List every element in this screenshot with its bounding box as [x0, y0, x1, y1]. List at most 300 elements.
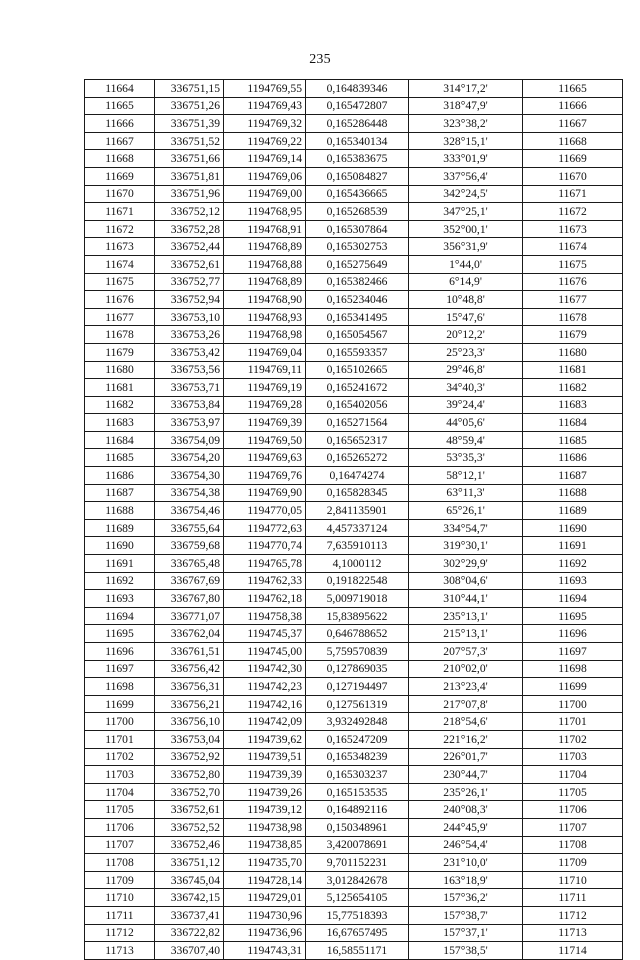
table-row — [85, 467, 623, 485]
point-to-cell: 11669 — [523, 150, 623, 168]
table-row — [85, 185, 623, 203]
x-coordinate-cell: 336752,92 — [155, 748, 224, 766]
point-to-cell: 11676 — [523, 273, 623, 291]
x-coordinate-cell: 336752,61 — [155, 255, 224, 273]
x-coordinate-cell: 336753,04 — [155, 730, 224, 748]
distance-cell: 0,165275649 — [306, 255, 409, 273]
distance-cell: 0,164892116 — [306, 801, 409, 819]
direction-angle-cell: 244°45,9' — [409, 818, 523, 836]
distance-cell: 0,165382466 — [306, 273, 409, 291]
x-coordinate-cell: 336752,12 — [155, 203, 224, 221]
x-coordinate-cell: 336745,04 — [155, 871, 224, 889]
direction-angle-cell: 342°24,5' — [409, 185, 523, 203]
table-row — [85, 80, 623, 98]
table-row — [85, 625, 623, 643]
y-coordinate-cell: 1194769,50 — [224, 431, 306, 449]
point-to-cell: 11713 — [523, 924, 623, 942]
direction-angle-cell: 44°05,6' — [409, 414, 523, 432]
y-coordinate-cell: 1194769,28 — [224, 396, 306, 414]
y-coordinate-cell: 1194769,63 — [224, 449, 306, 467]
point-from-cell: 11703 — [85, 766, 155, 784]
direction-angle-cell: 337°56,4' — [409, 167, 523, 185]
distance-cell: 0,165241672 — [306, 379, 409, 397]
table-row — [85, 924, 623, 942]
y-coordinate-cell: 1194770,74 — [224, 537, 306, 555]
x-coordinate-cell: 336765,48 — [155, 555, 224, 573]
point-to-cell: 11667 — [523, 115, 623, 133]
x-coordinate-cell: 336753,26 — [155, 326, 224, 344]
table-row — [85, 537, 623, 555]
point-from-cell: 11706 — [85, 818, 155, 836]
point-to-cell: 11678 — [523, 308, 623, 326]
direction-angle-cell: 314°17,2' — [409, 80, 523, 98]
y-coordinate-cell: 1194769,39 — [224, 414, 306, 432]
y-coordinate-cell: 1194743,31 — [224, 942, 306, 960]
x-coordinate-cell: 336752,61 — [155, 801, 224, 819]
y-coordinate-cell: 1194742,09 — [224, 713, 306, 731]
point-from-cell: 11695 — [85, 625, 155, 643]
direction-angle-cell: 308°04,6' — [409, 572, 523, 590]
distance-cell: 0,165348239 — [306, 748, 409, 766]
distance-cell: 0,165234046 — [306, 291, 409, 309]
point-to-cell: 11671 — [523, 185, 623, 203]
distance-cell: 5,009719018 — [306, 590, 409, 608]
direction-angle-cell: 34°40,3' — [409, 379, 523, 397]
point-to-cell: 11692 — [523, 555, 623, 573]
table-row — [85, 220, 623, 238]
direction-angle-cell: 29°46,8' — [409, 361, 523, 379]
point-from-cell: 11670 — [85, 185, 155, 203]
table-row — [85, 519, 623, 537]
point-from-cell: 11710 — [85, 889, 155, 907]
y-coordinate-cell: 1194739,26 — [224, 783, 306, 801]
table-row — [85, 132, 623, 150]
distance-cell: 0,127194497 — [306, 678, 409, 696]
point-to-cell: 11680 — [523, 343, 623, 361]
y-coordinate-cell: 1194769,00 — [224, 185, 306, 203]
point-from-cell: 11679 — [85, 343, 155, 361]
direction-angle-cell: 328°15,1' — [409, 132, 523, 150]
x-coordinate-cell: 336762,04 — [155, 625, 224, 643]
point-to-cell: 11693 — [523, 572, 623, 590]
y-coordinate-cell: 1194738,98 — [224, 818, 306, 836]
point-from-cell: 11667 — [85, 132, 155, 150]
point-from-cell: 11665 — [85, 97, 155, 115]
distance-cell: 0,165084827 — [306, 167, 409, 185]
distance-cell: 0,191822548 — [306, 572, 409, 590]
y-coordinate-cell: 1194728,14 — [224, 871, 306, 889]
table-row — [85, 414, 623, 432]
distance-cell: 0,165303237 — [306, 766, 409, 784]
x-coordinate-cell: 336742,15 — [155, 889, 224, 907]
distance-cell: 0,150348961 — [306, 818, 409, 836]
point-from-cell: 11705 — [85, 801, 155, 819]
table-row — [85, 273, 623, 291]
x-coordinate-cell: 336751,26 — [155, 97, 224, 115]
point-from-cell: 11707 — [85, 836, 155, 854]
y-coordinate-cell: 1194768,88 — [224, 255, 306, 273]
point-from-cell: 11700 — [85, 713, 155, 731]
distance-cell: 15,77518393 — [306, 906, 409, 924]
table-row — [85, 836, 623, 854]
point-from-cell: 11711 — [85, 906, 155, 924]
table-row — [85, 783, 623, 801]
distance-cell: 0,165652317 — [306, 431, 409, 449]
point-from-cell: 11692 — [85, 572, 155, 590]
point-to-cell: 11685 — [523, 431, 623, 449]
y-coordinate-cell: 1194762,18 — [224, 590, 306, 608]
point-to-cell: 11677 — [523, 291, 623, 309]
point-to-cell: 11705 — [523, 783, 623, 801]
direction-angle-cell: 333°01,9' — [409, 150, 523, 168]
table-row — [85, 361, 623, 379]
point-from-cell: 11690 — [85, 537, 155, 555]
x-coordinate-cell: 336751,39 — [155, 115, 224, 133]
direction-angle-cell: 53°35,3' — [409, 449, 523, 467]
point-from-cell: 11702 — [85, 748, 155, 766]
point-to-cell: 11668 — [523, 132, 623, 150]
x-coordinate-cell: 336722,82 — [155, 924, 224, 942]
table-row — [85, 906, 623, 924]
x-coordinate-cell: 336756,42 — [155, 660, 224, 678]
table-row — [85, 871, 623, 889]
point-from-cell: 11697 — [85, 660, 155, 678]
x-coordinate-cell: 336771,07 — [155, 607, 224, 625]
point-to-cell: 11672 — [523, 203, 623, 221]
point-from-cell: 11688 — [85, 502, 155, 520]
point-from-cell: 11699 — [85, 695, 155, 713]
point-from-cell: 11686 — [85, 467, 155, 485]
direction-angle-cell: 215°13,1' — [409, 625, 523, 643]
y-coordinate-cell: 1194735,70 — [224, 854, 306, 872]
direction-angle-cell: 157°38,7' — [409, 906, 523, 924]
y-coordinate-cell: 1194745,37 — [224, 625, 306, 643]
table-row — [85, 572, 623, 590]
x-coordinate-cell: 336751,12 — [155, 854, 224, 872]
direction-angle-cell: 246°54,4' — [409, 836, 523, 854]
x-coordinate-cell: 336751,96 — [155, 185, 224, 203]
point-to-cell: 11670 — [523, 167, 623, 185]
direction-angle-cell: 6°14,9' — [409, 273, 523, 291]
y-coordinate-cell: 1194769,43 — [224, 97, 306, 115]
y-coordinate-cell: 1194772,63 — [224, 519, 306, 537]
point-to-cell: 11688 — [523, 484, 623, 502]
point-from-cell: 11669 — [85, 167, 155, 185]
x-coordinate-cell: 336767,80 — [155, 590, 224, 608]
point-to-cell: 11698 — [523, 660, 623, 678]
y-coordinate-cell: 1194758,38 — [224, 607, 306, 625]
y-coordinate-cell: 1194729,01 — [224, 889, 306, 907]
point-to-cell: 11675 — [523, 255, 623, 273]
x-coordinate-cell: 336754,20 — [155, 449, 224, 467]
x-coordinate-cell: 336754,09 — [155, 431, 224, 449]
distance-cell: 2,841135901 — [306, 502, 409, 520]
point-to-cell: 11696 — [523, 625, 623, 643]
distance-cell: 16,67657495 — [306, 924, 409, 942]
table-row — [85, 431, 623, 449]
distance-cell: 5,125654105 — [306, 889, 409, 907]
point-from-cell: 11683 — [85, 414, 155, 432]
y-coordinate-cell: 1194769,06 — [224, 167, 306, 185]
table-row — [85, 115, 623, 133]
point-to-cell: 11679 — [523, 326, 623, 344]
point-to-cell: 11714 — [523, 942, 623, 960]
point-from-cell: 11673 — [85, 238, 155, 256]
direction-angle-cell: 302°29,9' — [409, 555, 523, 573]
direction-angle-cell: 356°31,9' — [409, 238, 523, 256]
point-to-cell: 11708 — [523, 836, 623, 854]
x-coordinate-cell: 336754,38 — [155, 484, 224, 502]
y-coordinate-cell: 1194768,89 — [224, 273, 306, 291]
point-from-cell: 11685 — [85, 449, 155, 467]
point-to-cell: 11686 — [523, 449, 623, 467]
table-row — [85, 607, 623, 625]
table-row — [85, 150, 623, 168]
distance-cell: 3,012842678 — [306, 871, 409, 889]
table-row — [85, 590, 623, 608]
point-to-cell: 11684 — [523, 414, 623, 432]
direction-angle-cell: 207°57,3' — [409, 643, 523, 661]
x-coordinate-cell: 336756,10 — [155, 713, 224, 731]
point-from-cell: 11689 — [85, 519, 155, 537]
distance-cell: 0,165286448 — [306, 115, 409, 133]
x-coordinate-cell: 336707,40 — [155, 942, 224, 960]
distance-cell: 0,165436665 — [306, 185, 409, 203]
y-coordinate-cell: 1194769,11 — [224, 361, 306, 379]
point-to-cell: 11694 — [523, 590, 623, 608]
distance-cell: 3,932492848 — [306, 713, 409, 731]
direction-angle-cell: 157°38,5' — [409, 942, 523, 960]
distance-cell: 4,1000112 — [306, 555, 409, 573]
point-from-cell: 11694 — [85, 607, 155, 625]
table-row — [85, 396, 623, 414]
point-to-cell: 11683 — [523, 396, 623, 414]
distance-cell: 0,165383675 — [306, 150, 409, 168]
distance-cell: 5,759570839 — [306, 643, 409, 661]
y-coordinate-cell: 1194730,96 — [224, 906, 306, 924]
point-from-cell: 11713 — [85, 942, 155, 960]
point-to-cell: 11711 — [523, 889, 623, 907]
direction-angle-cell: 20°12,2' — [409, 326, 523, 344]
point-to-cell: 11703 — [523, 748, 623, 766]
point-from-cell: 11664 — [85, 80, 155, 98]
distance-cell: 0,165402056 — [306, 396, 409, 414]
table-row — [85, 308, 623, 326]
x-coordinate-cell: 336761,51 — [155, 643, 224, 661]
y-coordinate-cell: 1194769,14 — [224, 150, 306, 168]
point-to-cell: 11674 — [523, 238, 623, 256]
table-row — [85, 730, 623, 748]
y-coordinate-cell: 1194765,78 — [224, 555, 306, 573]
point-to-cell: 11689 — [523, 502, 623, 520]
y-coordinate-cell: 1194768,91 — [224, 220, 306, 238]
y-coordinate-cell: 1194739,12 — [224, 801, 306, 819]
y-coordinate-cell: 1194739,62 — [224, 730, 306, 748]
y-coordinate-cell: 1194768,95 — [224, 203, 306, 221]
point-to-cell: 11697 — [523, 643, 623, 661]
point-to-cell: 11712 — [523, 906, 623, 924]
point-from-cell: 11672 — [85, 220, 155, 238]
x-coordinate-cell: 336752,46 — [155, 836, 224, 854]
x-coordinate-cell: 336751,66 — [155, 150, 224, 168]
point-to-cell: 11709 — [523, 854, 623, 872]
table-row — [85, 713, 623, 731]
y-coordinate-cell: 1194739,39 — [224, 766, 306, 784]
direction-angle-cell: 210°02,0' — [409, 660, 523, 678]
x-coordinate-cell: 336751,81 — [155, 167, 224, 185]
y-coordinate-cell: 1194742,23 — [224, 678, 306, 696]
direction-angle-cell: 221°16,2' — [409, 730, 523, 748]
table-row — [85, 379, 623, 397]
direction-angle-cell: 334°54,7' — [409, 519, 523, 537]
y-coordinate-cell: 1194769,32 — [224, 115, 306, 133]
y-coordinate-cell: 1194769,22 — [224, 132, 306, 150]
point-to-cell: 11700 — [523, 695, 623, 713]
table-row — [85, 238, 623, 256]
point-from-cell: 11698 — [85, 678, 155, 696]
table-row — [85, 343, 623, 361]
point-to-cell: 11707 — [523, 818, 623, 836]
table-row — [85, 449, 623, 467]
table-row — [85, 643, 623, 661]
x-coordinate-cell: 336753,97 — [155, 414, 224, 432]
point-from-cell: 11712 — [85, 924, 155, 942]
table-row — [85, 889, 623, 907]
distance-cell: 9,701152231 — [306, 854, 409, 872]
point-from-cell: 11677 — [85, 308, 155, 326]
y-coordinate-cell: 1194770,05 — [224, 502, 306, 520]
direction-angle-cell: 10°48,8' — [409, 291, 523, 309]
point-to-cell: 11695 — [523, 607, 623, 625]
distance-cell: 0,165302753 — [306, 238, 409, 256]
table-row — [85, 748, 623, 766]
direction-angle-cell: 318°47,9' — [409, 97, 523, 115]
direction-angle-cell: 163°18,9' — [409, 871, 523, 889]
x-coordinate-cell: 336752,80 — [155, 766, 224, 784]
direction-angle-cell: 352°00,1' — [409, 220, 523, 238]
x-coordinate-cell: 336752,70 — [155, 783, 224, 801]
point-from-cell: 11704 — [85, 783, 155, 801]
distance-cell: 0,165268539 — [306, 203, 409, 221]
direction-angle-cell: 25°23,3' — [409, 343, 523, 361]
table-row — [85, 766, 623, 784]
distance-cell: 0,165054567 — [306, 326, 409, 344]
direction-angle-cell: 39°24,4' — [409, 396, 523, 414]
table-row — [85, 484, 623, 502]
distance-cell: 0,165828345 — [306, 484, 409, 502]
table-body — [85, 80, 623, 960]
distance-cell: 15,83895622 — [306, 607, 409, 625]
table-row — [85, 818, 623, 836]
point-from-cell: 11682 — [85, 396, 155, 414]
y-coordinate-cell: 1194769,76 — [224, 467, 306, 485]
distance-cell: 0,165265272 — [306, 449, 409, 467]
x-coordinate-cell: 336737,41 — [155, 906, 224, 924]
table-row — [85, 97, 623, 115]
direction-angle-cell: 58°12,1' — [409, 467, 523, 485]
distance-cell: 0,165247209 — [306, 730, 409, 748]
x-coordinate-cell: 336753,56 — [155, 361, 224, 379]
point-from-cell: 11674 — [85, 255, 155, 273]
point-from-cell: 11693 — [85, 590, 155, 608]
direction-angle-cell: 63°11,3' — [409, 484, 523, 502]
x-coordinate-cell: 336753,71 — [155, 379, 224, 397]
direction-angle-cell: 65°26,1' — [409, 502, 523, 520]
y-coordinate-cell: 1194742,30 — [224, 660, 306, 678]
x-coordinate-cell: 336752,28 — [155, 220, 224, 238]
x-coordinate-cell: 336752,44 — [155, 238, 224, 256]
table-row — [85, 678, 623, 696]
y-coordinate-cell: 1194769,55 — [224, 80, 306, 98]
table-row — [85, 695, 623, 713]
y-coordinate-cell: 1194768,98 — [224, 326, 306, 344]
table-row — [85, 291, 623, 309]
y-coordinate-cell: 1194769,19 — [224, 379, 306, 397]
x-coordinate-cell: 336753,42 — [155, 343, 224, 361]
point-from-cell: 11701 — [85, 730, 155, 748]
point-from-cell: 11666 — [85, 115, 155, 133]
point-to-cell: 11710 — [523, 871, 623, 889]
x-coordinate-cell: 336752,52 — [155, 818, 224, 836]
table-row — [85, 502, 623, 520]
y-coordinate-cell: 1194768,89 — [224, 238, 306, 256]
distance-cell: 16,58551171 — [306, 942, 409, 960]
point-from-cell: 11671 — [85, 203, 155, 221]
direction-angle-cell: 218°54,6' — [409, 713, 523, 731]
y-coordinate-cell: 1194742,16 — [224, 695, 306, 713]
x-coordinate-cell: 336756,21 — [155, 695, 224, 713]
direction-angle-cell: 15°47,6' — [409, 308, 523, 326]
direction-angle-cell: 226°01,7' — [409, 748, 523, 766]
point-from-cell: 11709 — [85, 871, 155, 889]
point-from-cell: 11680 — [85, 361, 155, 379]
distance-cell: 0,165271564 — [306, 414, 409, 432]
direction-angle-cell: 310°44,1' — [409, 590, 523, 608]
direction-angle-cell: 240°08,3' — [409, 801, 523, 819]
direction-angle-cell: 231°10,0' — [409, 854, 523, 872]
point-from-cell: 11691 — [85, 555, 155, 573]
distance-cell: 0,127869035 — [306, 660, 409, 678]
distance-cell: 3,420078691 — [306, 836, 409, 854]
point-from-cell: 11668 — [85, 150, 155, 168]
x-coordinate-cell: 336753,84 — [155, 396, 224, 414]
point-from-cell: 11676 — [85, 291, 155, 309]
point-to-cell: 11691 — [523, 537, 623, 555]
point-to-cell: 11666 — [523, 97, 623, 115]
point-from-cell: 11675 — [85, 273, 155, 291]
y-coordinate-cell: 1194739,51 — [224, 748, 306, 766]
distance-cell: 0,165102665 — [306, 361, 409, 379]
direction-angle-cell: 217°07,8' — [409, 695, 523, 713]
y-coordinate-cell: 1194762,33 — [224, 572, 306, 590]
point-to-cell: 11687 — [523, 467, 623, 485]
distance-cell: 4,457337124 — [306, 519, 409, 537]
x-coordinate-cell: 336752,94 — [155, 291, 224, 309]
x-coordinate-cell: 336756,31 — [155, 678, 224, 696]
direction-angle-cell: 235°13,1' — [409, 607, 523, 625]
coordinate-table — [84, 79, 623, 960]
direction-angle-cell: 323°38,2' — [409, 115, 523, 133]
point-to-cell: 11682 — [523, 379, 623, 397]
point-to-cell: 11673 — [523, 220, 623, 238]
distance-cell: 0,127561319 — [306, 695, 409, 713]
distance-cell: 0,646788652 — [306, 625, 409, 643]
table-row — [85, 167, 623, 185]
direction-angle-cell: 347°25,1' — [409, 203, 523, 221]
point-from-cell: 11687 — [85, 484, 155, 502]
x-coordinate-cell: 336754,30 — [155, 467, 224, 485]
table-row — [85, 555, 623, 573]
